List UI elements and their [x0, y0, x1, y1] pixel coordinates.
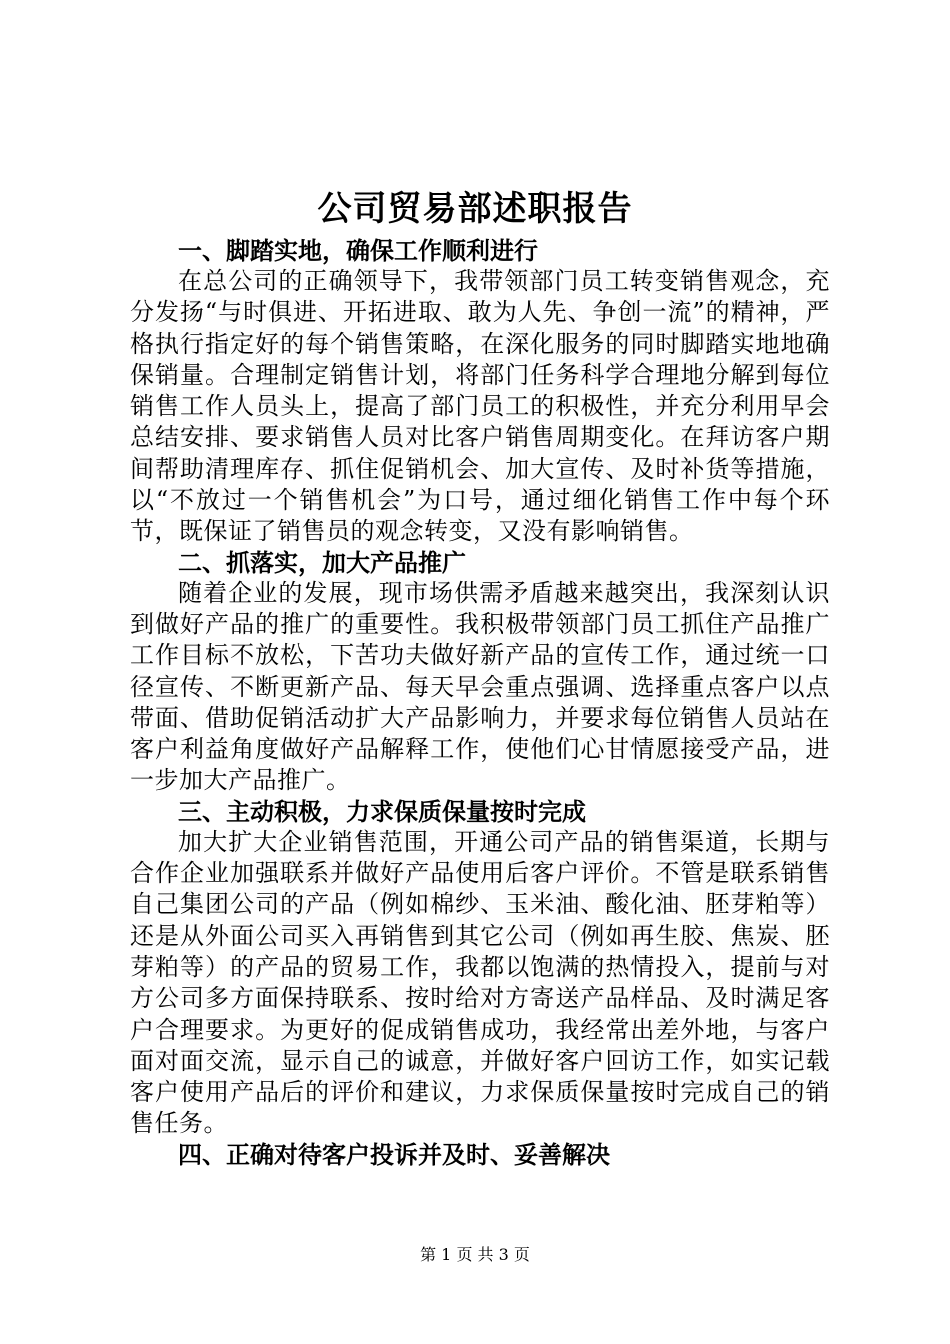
- section-heading-3: 三、主动积极，力求保质保量按时完成: [178, 796, 586, 826]
- section-heading-1: 一、脚踏实地，确保工作顺利进行: [178, 236, 538, 265]
- section-paragraph-2: 随着企业的发展，现市场供需矛盾越来越突出，我深刻认识到做好产品的推广的重要性。我积极带领部门员工抓住产品推广工作目标不放松，下苦功夫做好新产品的宣传工作，通过统一口径宣传、不断更新产品、每天早会重点强调、选择重点客户以点带面、借助促销活动扩大产品影响力，并要求每位销售人员站在客户利益角度做好产品解释工作，使他们心甘情愿接受产品，进一步加大产品推广。: [130, 578, 830, 795]
- section-heading-2: 二、抓落实，加大产品推广: [178, 547, 466, 577]
- section-paragraph-3: 加大扩大企业销售范围，开通公司产品的销售渠道，长期与合作企业加强联系并做好产品使用后客户评价。不管是联系销售自己集团公司的产品（例如棉纱、玉米油、酸化油、胚芽粕等）还是从外面公司买入再销售到其它公司（例如再生胶、焦炭、胚芽粕等）的产品的贸易工作，我都以饱满的热情投入，提前与对方公司多方面保持联系、按时给对方寄送产品样品、及时满足客户合理要求。为更好的促成销售成功，我经常出差外地，与客户面对面交流，显示自己的诚意，并做好客户回访工作，如实记载客户使用产品后的评价和建议，力求保质保量按时完成自己的销售任务。: [130, 827, 830, 1138]
- section-paragraph-1: 在总公司的正确领导下，我带领部门员工转变销售观念，充分发扬“与时俱进、开拓进取、敢为人先、争创一流”的精神，严格执行指定好的每个销售策略，在深化服务的同时脚踏实地地确保销量。合理制定销售计划，将部门任务科学合理地分解到每位销售工作人员头上，提高了部门员工的积极性，并充分利用早会总结安排、要求销售人员对比客户销售周期变化。在拜访客户期间帮助清理库存、抓住促销机会、加大宣传、及时补货等措施，以“不放过一个销售机会”为口号，通过细化销售工作中每个环节，既保证了销售员的观念转变，又没有影响销售。: [130, 267, 830, 546]
- page-footer: 第 1 页 共 3 页: [420, 1245, 530, 1264]
- section-heading-4: 四、正确对待客户投诉并及时、妥善解决: [178, 1139, 610, 1169]
- document-body: [130, 236, 830, 1170]
- document-title: 公司贸易部述职报告: [317, 189, 633, 229]
